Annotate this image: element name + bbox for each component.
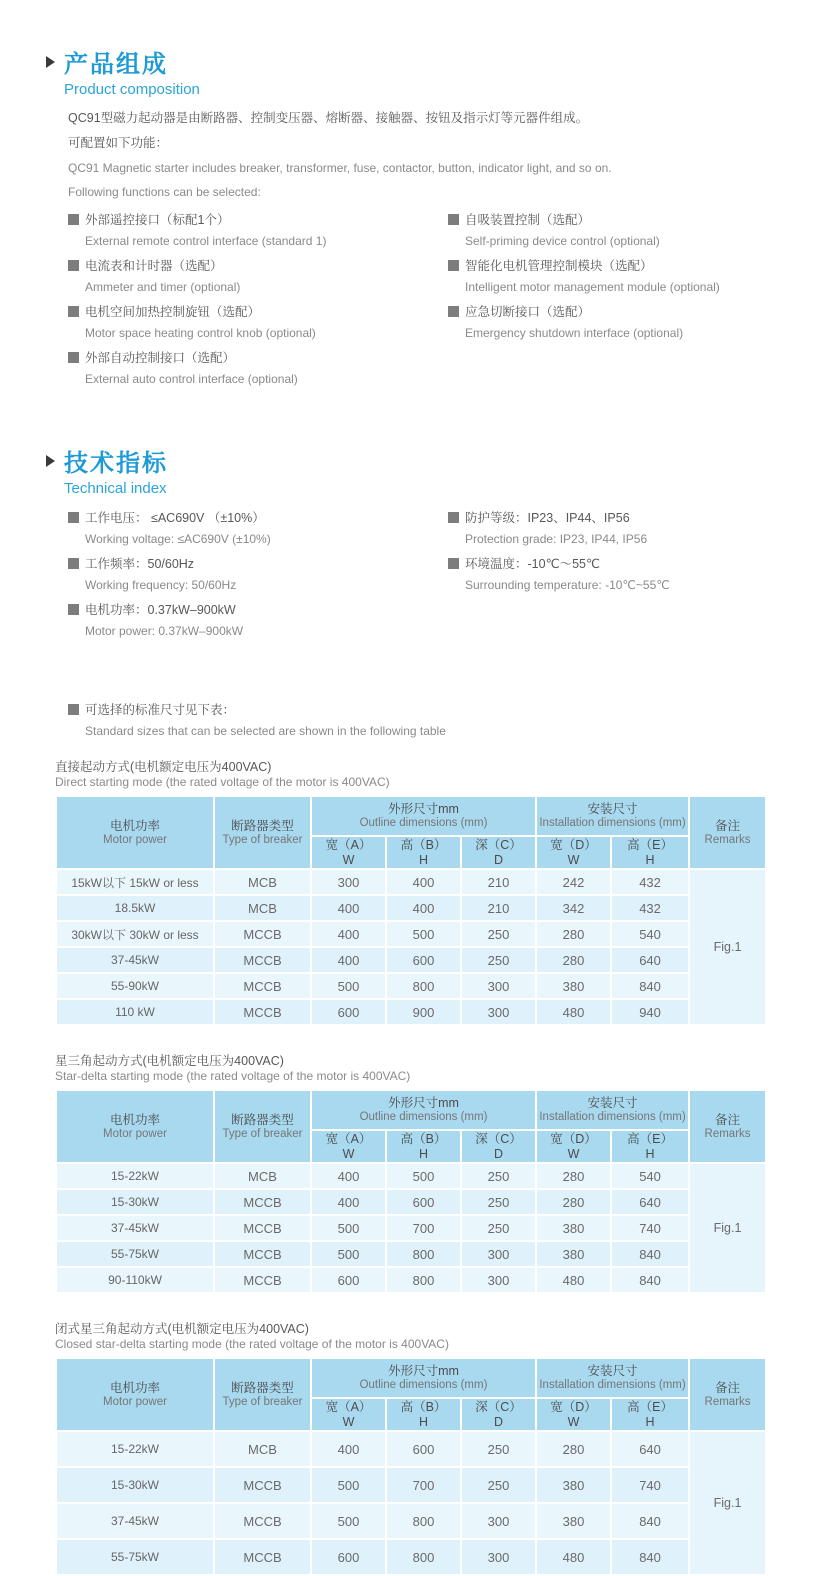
feature-list-left	[68, 213, 448, 397]
cell-breaker-type: MCCB	[214, 1189, 311, 1215]
section-technical-index	[0, 443, 830, 738]
technical-en: Motor power: 0.37kW–900kW	[85, 624, 244, 638]
technical-item	[448, 511, 830, 546]
table-caption-en: Closed star-delta starting mode (the rated voltage of the motor is 400VAC)	[55, 1337, 449, 1351]
col-height-e: 高（E） H	[611, 1398, 689, 1431]
table-row	[56, 1539, 766, 1575]
technical-item	[68, 557, 448, 592]
table-caption-cn: 直接起动方式(电机额定电压为400VAC)	[55, 760, 272, 774]
feature-cn: 智能化电机管理控制模块（选配）	[465, 259, 653, 273]
cell-breaker-type: MCB	[214, 869, 311, 895]
square-bullet-icon	[68, 558, 79, 569]
technical-cn: 防护等级：IP23、IP44、IP56	[465, 511, 630, 525]
cell-motor-power: 15-22kW	[56, 1431, 214, 1467]
cell-height-e: 840	[611, 1503, 689, 1539]
cell-width-a: 400	[311, 1189, 386, 1215]
col-width-d: 宽（D） W	[536, 1398, 611, 1431]
feature-en: Self-priming device control (optional)	[465, 234, 660, 248]
table-row	[56, 869, 766, 895]
cell-breaker-type: MCB	[214, 1431, 311, 1467]
cell-width-a: 400	[311, 1431, 386, 1467]
table-row	[56, 1163, 766, 1189]
cell-breaker-type: MCCB	[214, 1539, 311, 1575]
cell-motor-power: 30kW以下 30kW or less	[56, 921, 214, 947]
cell-motor-power: 15-30kW	[56, 1189, 214, 1215]
cell-motor-power: 15-22kW	[56, 1163, 214, 1189]
col-group-outline: 外形尺寸mm Outline dimensions (mm)	[311, 1090, 536, 1130]
cell-height-b: 800	[386, 973, 461, 999]
col-width-d: 宽（D） W	[536, 1130, 611, 1163]
square-bullet-icon	[68, 260, 79, 271]
cell-height-e: 640	[611, 1431, 689, 1467]
col-height-e: 高（E） H	[611, 1130, 689, 1163]
col-motor-power: 电机功率 Motor power	[56, 796, 214, 869]
col-group-installation: 安装尺寸 Installation dimensions (mm)	[536, 1090, 689, 1130]
technical-en: Working frequency: 50/60Hz	[85, 578, 237, 592]
cell-breaker-type: MCCB	[214, 973, 311, 999]
cell-height-b: 700	[386, 1467, 461, 1503]
feature-en: External remote control interface (standard 1)	[85, 234, 327, 248]
cell-depth-c: 250	[461, 1215, 536, 1241]
cell-width-d: 280	[536, 1163, 611, 1189]
table-row	[56, 1267, 766, 1293]
cell-breaker-type: MCCB	[214, 999, 311, 1025]
cell-height-e: 740	[611, 1467, 689, 1503]
square-bullet-icon	[448, 512, 459, 523]
table-row	[56, 1431, 766, 1467]
technical-en: Protection grade: IP23, IP44, IP56	[465, 532, 648, 546]
feature-en: Intelligent motor management module (optional)	[465, 280, 720, 294]
cell-height-e: 432	[611, 895, 689, 921]
cell-breaker-type: MCCB	[214, 947, 311, 973]
cell-motor-power: 90-110kW	[56, 1267, 214, 1293]
table-row	[56, 921, 766, 947]
cell-depth-c: 300	[461, 1241, 536, 1267]
cell-breaker-type: MCCB	[214, 1215, 311, 1241]
technical-item	[448, 557, 830, 592]
col-width-a: 宽（A） W	[311, 1398, 386, 1431]
cell-height-e: 432	[611, 869, 689, 895]
feature-item	[448, 259, 830, 294]
cell-height-b: 900	[386, 999, 461, 1025]
cell-height-e: 940	[611, 999, 689, 1025]
cell-height-b: 500	[386, 1163, 461, 1189]
square-bullet-icon	[448, 558, 459, 569]
cell-motor-power: 15kW以下 15kW or less	[56, 869, 214, 895]
triangle-bullet-icon	[46, 56, 55, 68]
col-group-outline: 外形尺寸mm Outline dimensions (mm)	[311, 796, 536, 836]
note-cn: 可选择的标准尺寸见下表：	[85, 703, 236, 717]
cell-motor-power: 37-45kW	[56, 947, 214, 973]
cell-depth-c: 210	[461, 895, 536, 921]
feature-en: External auto control interface (optional)	[85, 372, 298, 386]
triangle-bullet-icon	[46, 455, 55, 467]
cell-width-a: 400	[311, 1163, 386, 1189]
technical-cn: 电机功率：0.37kW–900kW	[85, 603, 236, 617]
cell-width-d: 242	[536, 869, 611, 895]
cell-width-a: 500	[311, 1215, 386, 1241]
col-breaker-type: 断路器类型 Type of breaker	[214, 1090, 311, 1163]
table-block-star-delta	[55, 1054, 765, 1294]
cell-depth-c: 250	[461, 921, 536, 947]
col-breaker-type: 断路器类型 Type of breaker	[214, 1358, 311, 1431]
cell-width-d: 380	[536, 1503, 611, 1539]
col-height-e: 高（E） H	[611, 836, 689, 869]
col-motor-power: 电机功率 Motor power	[56, 1358, 214, 1431]
cell-motor-power: 15-30kW	[56, 1467, 214, 1503]
feature-en: Emergency shutdown interface (optional)	[465, 326, 684, 340]
table-row	[56, 1467, 766, 1503]
section-title-en: Product composition	[64, 81, 200, 98]
cell-width-a: 500	[311, 973, 386, 999]
cell-width-d: 380	[536, 1241, 611, 1267]
cell-depth-c: 250	[461, 1163, 536, 1189]
cell-width-d: 280	[536, 1189, 611, 1215]
col-breaker-type: 断路器类型 Type of breaker	[214, 796, 311, 869]
technical-cn: 环境温度：-10℃～55℃	[465, 557, 601, 571]
col-depth-c: 深（C） D	[461, 836, 536, 869]
cell-height-e: 640	[611, 947, 689, 973]
cell-width-d: 280	[536, 1431, 611, 1467]
cell-height-e: 540	[611, 1163, 689, 1189]
cell-width-a: 600	[311, 999, 386, 1025]
cell-motor-power: 55-75kW	[56, 1539, 214, 1575]
cell-breaker-type: MCCB	[214, 921, 311, 947]
cell-depth-c: 250	[461, 1467, 536, 1503]
table-caption-cn: 闭式星三角起动方式(电机额定电压为400VAC)	[55, 1322, 309, 1336]
table-row	[56, 1503, 766, 1539]
col-width-a: 宽（A） W	[311, 1130, 386, 1163]
cell-height-e: 840	[611, 1241, 689, 1267]
table-row	[56, 1215, 766, 1241]
square-bullet-icon	[68, 512, 79, 523]
cell-motor-power: 110 kW	[56, 999, 214, 1025]
table-caption-en: Direct starting mode (the rated voltage of the motor is 400VAC)	[55, 775, 390, 789]
feature-en: Ammeter and timer (optional)	[85, 280, 241, 294]
feature-list	[68, 213, 830, 397]
cell-height-b: 600	[386, 1189, 461, 1215]
technical-en: Working voltage: ≤AC690V (±10%)	[85, 532, 271, 546]
col-group-installation: 安装尺寸 Installation dimensions (mm)	[536, 1358, 689, 1398]
cell-remark: Fig.1	[689, 1163, 766, 1293]
cell-depth-c: 300	[461, 1503, 536, 1539]
cell-motor-power: 55-90kW	[56, 973, 214, 999]
table-body	[56, 869, 766, 1025]
cell-motor-power: 55-75kW	[56, 1241, 214, 1267]
square-bullet-icon	[68, 704, 79, 715]
section-title-cn: 技术指标	[64, 450, 168, 477]
feature-item	[448, 213, 830, 248]
cell-height-e: 640	[611, 1189, 689, 1215]
cell-width-a: 600	[311, 1539, 386, 1575]
square-bullet-icon	[448, 306, 459, 317]
standard-sizes-note	[68, 703, 830, 738]
cell-width-d: 380	[536, 1215, 611, 1241]
col-depth-c: 深（C） D	[461, 1130, 536, 1163]
cell-height-e: 840	[611, 1267, 689, 1293]
technical-list-right	[448, 511, 830, 649]
cell-width-a: 500	[311, 1503, 386, 1539]
cell-height-b: 800	[386, 1267, 461, 1293]
col-remarks: 备注 Remarks	[689, 796, 766, 869]
cell-height-b: 800	[386, 1539, 461, 1575]
cell-height-e: 840	[611, 973, 689, 999]
cell-height-b: 400	[386, 895, 461, 921]
dimension-table	[55, 795, 767, 1026]
feature-item	[68, 305, 448, 340]
cell-width-d: 342	[536, 895, 611, 921]
square-bullet-icon	[68, 604, 79, 615]
square-bullet-icon	[68, 214, 79, 225]
technical-cn: 工作电压： ≤AC690V （±10%）	[85, 511, 265, 525]
cell-breaker-type: MCCB	[214, 1467, 311, 1503]
col-height-b: 高（B） H	[386, 1398, 461, 1431]
feature-cn: 电机空间加热控制旋钮（选配）	[85, 305, 261, 319]
section-title-cn: 产品组成	[64, 51, 168, 78]
cell-width-d: 280	[536, 921, 611, 947]
col-group-outline: 外形尺寸mm Outline dimensions (mm)	[311, 1358, 536, 1398]
table-head	[56, 1358, 766, 1431]
cell-height-e: 740	[611, 1215, 689, 1241]
intro-en-2: Following functions can be selected:	[68, 185, 261, 199]
cell-motor-power: 18.5kW	[56, 895, 214, 921]
cell-height-b: 500	[386, 921, 461, 947]
col-motor-power: 电机功率 Motor power	[56, 1090, 214, 1163]
table-caption-cn: 星三角起动方式(电机额定电压为400VAC)	[55, 1054, 284, 1068]
table-row	[56, 1189, 766, 1215]
col-group-installation: 安装尺寸 Installation dimensions (mm)	[536, 796, 689, 836]
cell-width-d: 280	[536, 947, 611, 973]
feature-item	[68, 259, 448, 294]
cell-width-d: 380	[536, 973, 611, 999]
technical-item	[68, 511, 448, 546]
square-bullet-icon	[448, 260, 459, 271]
cell-width-a: 400	[311, 895, 386, 921]
col-width-d: 宽（D） W	[536, 836, 611, 869]
col-remarks: 备注 Remarks	[689, 1358, 766, 1431]
table-block-closed-star-delta	[55, 1322, 765, 1576]
table-body	[56, 1163, 766, 1293]
dimension-table	[55, 1357, 767, 1576]
feature-item	[68, 213, 448, 248]
col-height-b: 高（B） H	[386, 1130, 461, 1163]
cell-depth-c: 300	[461, 973, 536, 999]
cell-width-d: 480	[536, 1539, 611, 1575]
cell-remark: Fig.1	[689, 1431, 766, 1575]
technical-item	[68, 603, 448, 638]
cell-width-a: 400	[311, 921, 386, 947]
table-row	[56, 947, 766, 973]
table-row	[56, 895, 766, 921]
cell-depth-c: 250	[461, 1189, 536, 1215]
cell-breaker-type: MCCB	[214, 1267, 311, 1293]
cell-breaker-type: MCCB	[214, 1241, 311, 1267]
feature-cn: 自吸装置控制（选配）	[465, 213, 591, 227]
dimension-table	[55, 1089, 767, 1294]
feature-cn: 外部自动控制接口（选配）	[85, 351, 236, 365]
feature-cn: 应急切断接口（选配）	[465, 305, 591, 319]
table-body	[56, 1431, 766, 1575]
intro-paragraphs	[68, 111, 830, 199]
col-depth-c: 深（C） D	[461, 1398, 536, 1431]
cell-height-b: 600	[386, 947, 461, 973]
dimension-tables	[55, 760, 765, 1576]
cell-breaker-type: MCB	[214, 895, 311, 921]
technical-cn: 工作频率：50/60Hz	[85, 557, 195, 571]
cell-width-d: 380	[536, 1467, 611, 1503]
feature-en: Motor space heating control knob (optional)	[85, 326, 316, 340]
section-heading	[46, 44, 830, 79]
feature-cn: 外部遥控接口（标配1个）	[85, 213, 230, 227]
table-head	[56, 796, 766, 869]
cell-height-b: 700	[386, 1215, 461, 1241]
cell-motor-power: 37-45kW	[56, 1215, 214, 1241]
cell-depth-c: 250	[461, 1431, 536, 1467]
cell-motor-power: 37-45kW	[56, 1503, 214, 1539]
square-bullet-icon	[68, 352, 79, 363]
square-bullet-icon	[448, 214, 459, 225]
col-remarks: 备注 Remarks	[689, 1090, 766, 1163]
feature-item	[68, 351, 448, 386]
table-block-direct-starting	[55, 760, 765, 1026]
note-en: Standard sizes that can be selected are shown in the following table	[85, 724, 446, 738]
cell-height-e: 540	[611, 921, 689, 947]
col-height-b: 高（B） H	[386, 836, 461, 869]
cell-depth-c: 250	[461, 947, 536, 973]
table-head	[56, 1090, 766, 1163]
cell-height-b: 600	[386, 1431, 461, 1467]
cell-breaker-type: MCB	[214, 1163, 311, 1189]
technical-list-left	[68, 511, 448, 649]
section-title-en: Technical index	[64, 480, 167, 497]
table-row	[56, 1241, 766, 1267]
technical-list	[68, 511, 830, 649]
feature-cn: 电流表和计时器（选配）	[85, 259, 223, 273]
technical-en: Surrounding temperature: -10℃~55℃	[465, 578, 670, 592]
cell-height-e: 840	[611, 1539, 689, 1575]
cell-depth-c: 300	[461, 1539, 536, 1575]
cell-depth-c: 300	[461, 1267, 536, 1293]
cell-width-a: 500	[311, 1241, 386, 1267]
feature-item	[448, 305, 830, 340]
section-heading	[46, 443, 830, 478]
cell-depth-c: 210	[461, 869, 536, 895]
cell-width-a: 500	[311, 1467, 386, 1503]
cell-width-d: 480	[536, 1267, 611, 1293]
feature-list-right	[448, 213, 830, 397]
table-row	[56, 999, 766, 1025]
table-row	[56, 973, 766, 999]
cell-width-a: 300	[311, 869, 386, 895]
cell-remark: Fig.1	[689, 869, 766, 1025]
intro-cn-2: 可配置如下功能：	[68, 136, 169, 150]
col-width-a: 宽（A） W	[311, 836, 386, 869]
cell-height-b: 800	[386, 1503, 461, 1539]
cell-width-d: 480	[536, 999, 611, 1025]
intro-en-1: QC91 Magnetic starter includes breaker, transformer, fuse, contactor, button, indicator light, and so on.	[68, 161, 612, 175]
cell-depth-c: 300	[461, 999, 536, 1025]
cell-width-a: 400	[311, 947, 386, 973]
cell-breaker-type: MCCB	[214, 1503, 311, 1539]
section-product-composition	[0, 0, 830, 397]
cell-height-b: 800	[386, 1241, 461, 1267]
cell-height-b: 400	[386, 869, 461, 895]
square-bullet-icon	[68, 306, 79, 317]
intro-cn-1: QC91型磁力起动器是由断路器、控制变压器、熔断器、接触器、按钮及指示灯等元器件组成。	[68, 111, 589, 125]
table-caption-en: Star-delta starting mode (the rated voltage of the motor is 400VAC)	[55, 1069, 411, 1083]
cell-width-a: 600	[311, 1267, 386, 1293]
